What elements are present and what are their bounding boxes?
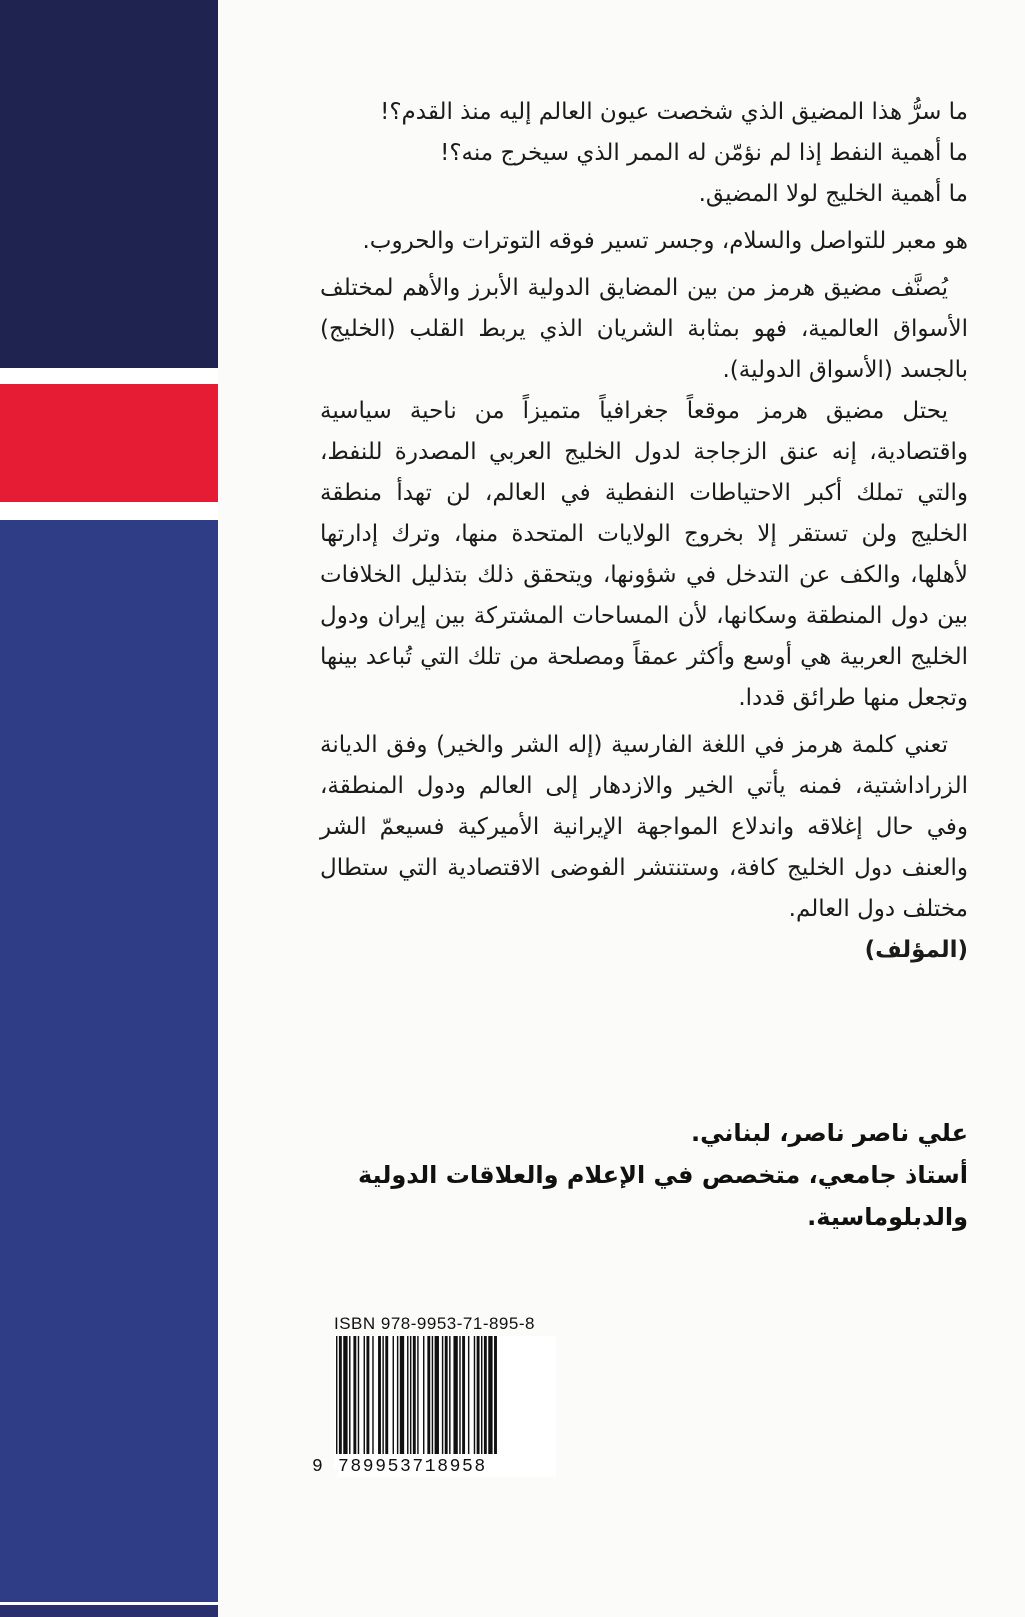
- barcode-bar: [339, 1336, 342, 1454]
- barcode-bar: [442, 1336, 443, 1454]
- barcode-bar: [407, 1336, 408, 1454]
- bottom-color-band: [0, 1605, 218, 1617]
- barcode-bar: [343, 1336, 347, 1454]
- barcode: [334, 1336, 556, 1470]
- blurb-paragraph: ما أهمية الخليج لولا المضيق.: [698, 181, 968, 207]
- barcode-bar: [427, 1336, 430, 1454]
- blue-color-band: [0, 520, 218, 1602]
- barcode-bar: [445, 1336, 448, 1454]
- blurb-paragraph: ما أهمية النفط إذا لم نؤمّن له الممر الذي سيخرج منه؟!: [440, 140, 968, 166]
- red-color-band: [0, 384, 218, 502]
- blurb-paragraph: يُصنَّف مضيق هرمز من بين المضايق الدولية الأبرز والأهم لمختلف الأسواق العالمية، فهو بمثابة الشريان الذي يربط القلب (الخليج) بالجسد (الأسواق الدولية).: [320, 275, 968, 383]
- barcode-bar: [382, 1336, 383, 1454]
- barcode-bar: [468, 1336, 469, 1454]
- blurb-paragraph: يحتل مضيق هرمز موقعاً جغرافياً متميزاً من ناحية سياسية واقتصادية، إنه عنق الزجاجة لدول الخليج العربي المصدرة للنفط، والتي تملك أكبر الاحتياطات النفطية في العالم، لن تهدأ منطقة الخليج ولن تستقر إلا بخروج الولايات المتحدة منها، وترك إدارتها لأهلها، والكف عن التدخل في شؤونها، ويتحقق ذلك بتذليل الخلافات بين دول المنطقة وسكانها، لأن المساحات المشتركة بين إيران ودول الخليج العربية هي أوسع وأكثر عمقاً ومصلحة من تلك التي تُباعد بينها وتجعل منها طرائق قددا.: [320, 398, 968, 711]
- barcode-bar: [400, 1336, 404, 1454]
- barcode-bar: [417, 1336, 418, 1454]
- barcode-bar: [353, 1336, 356, 1454]
- blurb-paragraph: ما سرُّ هذا المضيق الذي شخصت عيون العالم إليه منذ القدم؟!: [380, 99, 968, 125]
- barcode-bar: [459, 1336, 460, 1454]
- isbn-label: ISBN 978-9953-71-895-8: [334, 1314, 535, 1333]
- barcode-bar: [385, 1336, 388, 1454]
- barcode-bar: [453, 1336, 457, 1454]
- author-name: علي ناصر ناصر، لبناني.: [691, 1119, 968, 1147]
- barcode-bar: [397, 1336, 398, 1454]
- barcode-bar: [435, 1336, 439, 1454]
- barcode-digits: 789953718958: [338, 1457, 556, 1477]
- barcode-bar: [410, 1336, 411, 1454]
- navy-color-band: [0, 0, 218, 368]
- author-bio: أستاذ جامعي، متخصص في الإعلام والعلاقات الدولية والدبلوماسية.: [358, 1161, 968, 1231]
- barcode-bar: [336, 1336, 337, 1454]
- barcode-bar: [423, 1336, 424, 1454]
- barcode-bar: [494, 1336, 497, 1454]
- barcode-bar: [449, 1336, 450, 1454]
- blurb-text: [320, 92, 968, 971]
- barcode-bar: [349, 1336, 350, 1454]
- barcode-bar: [488, 1336, 492, 1454]
- white-separator-strip: [0, 368, 218, 384]
- barcode-bar: [474, 1336, 475, 1454]
- barcode-bar: [393, 1336, 394, 1454]
- barcode-bar: [462, 1336, 465, 1454]
- barcode-bar: [484, 1336, 487, 1454]
- barcode-bar: [372, 1336, 373, 1454]
- blurb-paragraph: هو معبر للتواصل والسلام، وجسر تسير فوقه التوترات والحروب.: [362, 228, 968, 254]
- barcode-bar: [366, 1336, 369, 1454]
- author-info: [320, 1112, 968, 1238]
- barcode-bar: [378, 1336, 381, 1454]
- barcode-bar: [413, 1336, 416, 1454]
- barcode-bar: [477, 1336, 480, 1454]
- blurb-paragraph: تعني كلمة هرمز في اللغة الفارسية (إله الشر والخير) وفق الديانة الزراداشتية، فمنه يأتي الخير والازدهار إلى العالم ودول المنطقة، وفي حال إغلاقه واندلاع المواجهة الإيرانية الأميركية فسيعمّ الشر والعنف دول الخليج كافة، وستنتشر الفوضى الاقتصادية التي ستطال مختلف دول العالم.: [320, 732, 968, 922]
- barcode-first-digit: 9: [312, 1457, 323, 1477]
- barcode-bar: [364, 1336, 365, 1454]
- barcode-bar: [432, 1336, 433, 1454]
- barcode-bar: [358, 1336, 359, 1454]
- barcode-bar: [481, 1336, 482, 1454]
- white-separator-strip: [0, 502, 218, 520]
- barcode-bars: [334, 1336, 556, 1454]
- author-signature: (المؤلف): [864, 937, 968, 963]
